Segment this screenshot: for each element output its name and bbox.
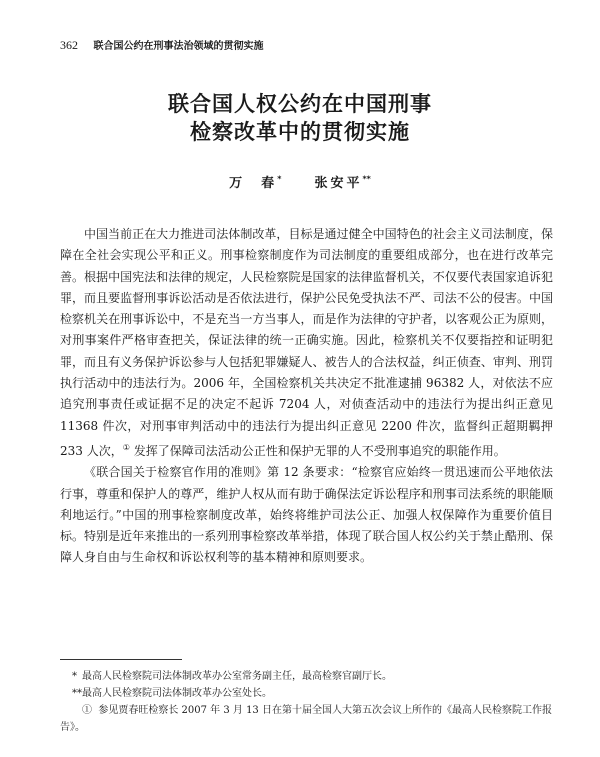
page-number: 362 xyxy=(60,38,78,52)
footnote-1 xyxy=(60,702,553,736)
paragraph-1 xyxy=(60,224,553,462)
paragraph-1-text: 中国当前正在大力推进司法体制改革，目标是通过健全中国特色的社会主义司法制度，保障在全社会实现公平和正义。刑事检察制度作为司法制度的重要组成部分，也在进行改革完善。根据中国宪法和法律的规定，人民检察院是国家的法律监督机关，不仅要代表国家追诉犯罪，而且要监督刑事诉讼活动是否依法进行，保护公民免受执法不严、司法不公的侵害。中国检察机关在刑事诉讼中，不是充当一方当事人，而是作为法律的守护者，以客观公正为原则，对刑事案件严格审查把关，保证法律的统一正确实施。因此，检察机关不仅要指控和证明犯罪，而且有义务保护诉讼参与人包括犯罪嫌疑人、被告人的合法权益，纠正侦查、审判、刑罚执行活动中的违法行为。2006 年，全国检察机关共决定不批准逮捕 96382 人，对依法不应追究刑事责任或证据不足的决定不起诉 7204 人，对侦查活动中的违法行为提出纠正意见 11368 件次，对刑事审判活动中的违法行为提出纠正意见 2200 件次，监督纠正超期羁押 233 人次， xyxy=(60,227,553,458)
author-line xyxy=(0,172,600,191)
article-title xyxy=(0,90,600,146)
author-2-footnote-mark: ** xyxy=(362,174,371,184)
body-text xyxy=(60,224,553,569)
running-title: 联合国公约在刑事法治领域的贯彻实施 xyxy=(93,41,264,52)
paragraph-2: 《联合国关于检察官作用的准则》第 12 条要求：“检察官应始终一贯迅速而公平地依法行事，尊重和保护人的尊严，维护人权从而有助于确保法定诉讼程序和刑事司法系统的职能顺利地运行。”中国的刑事检察制度改革，始终将维护司法公正、加强人权保障作为重要价值目标。特别是近年来推出的一系列刑事检察改革举措，体现了联合国人权公约关于禁止酷刑、保障人身自由与生命权和诉讼权利等的基本精神和原则要求。 xyxy=(60,465,553,565)
footnote-text: 最高人民检察院司法体制改革办公室处长。 xyxy=(82,688,272,699)
author-2: 张安平 xyxy=(314,176,363,191)
footnotes xyxy=(60,668,553,736)
title-line-1: 联合国人权公约在中国刑事 xyxy=(168,92,432,116)
paragraph-1-tail: 发挥了保障司法活动公正性和保护无罪的人不受刑事追究的职能作用。 xyxy=(129,443,506,458)
title-line-2: 检察改革中的贯彻实施 xyxy=(190,120,410,144)
footnote-text: 参见贾春旺检察长 2007 年 3 月 13 日在第十届全国人大第五次会议上所作的《最高人民检察院工作报告》。 xyxy=(60,705,552,733)
running-header xyxy=(60,38,560,54)
footnote-mark: * xyxy=(72,671,77,682)
footnote-author-2 xyxy=(60,685,553,702)
footnote-text: 最高人民检察院司法体制改革办公室常务副主任，最高检察官副厅长。 xyxy=(82,671,392,682)
footnote-mark: ** xyxy=(72,688,82,699)
footnote-ref-1: ① xyxy=(122,442,130,452)
footnote-author-1 xyxy=(60,668,553,685)
footnote-mark: ① xyxy=(82,705,92,716)
author-1: 万 春 xyxy=(229,176,278,191)
author-1-footnote-mark: * xyxy=(277,174,282,184)
footnote-divider xyxy=(60,659,182,660)
